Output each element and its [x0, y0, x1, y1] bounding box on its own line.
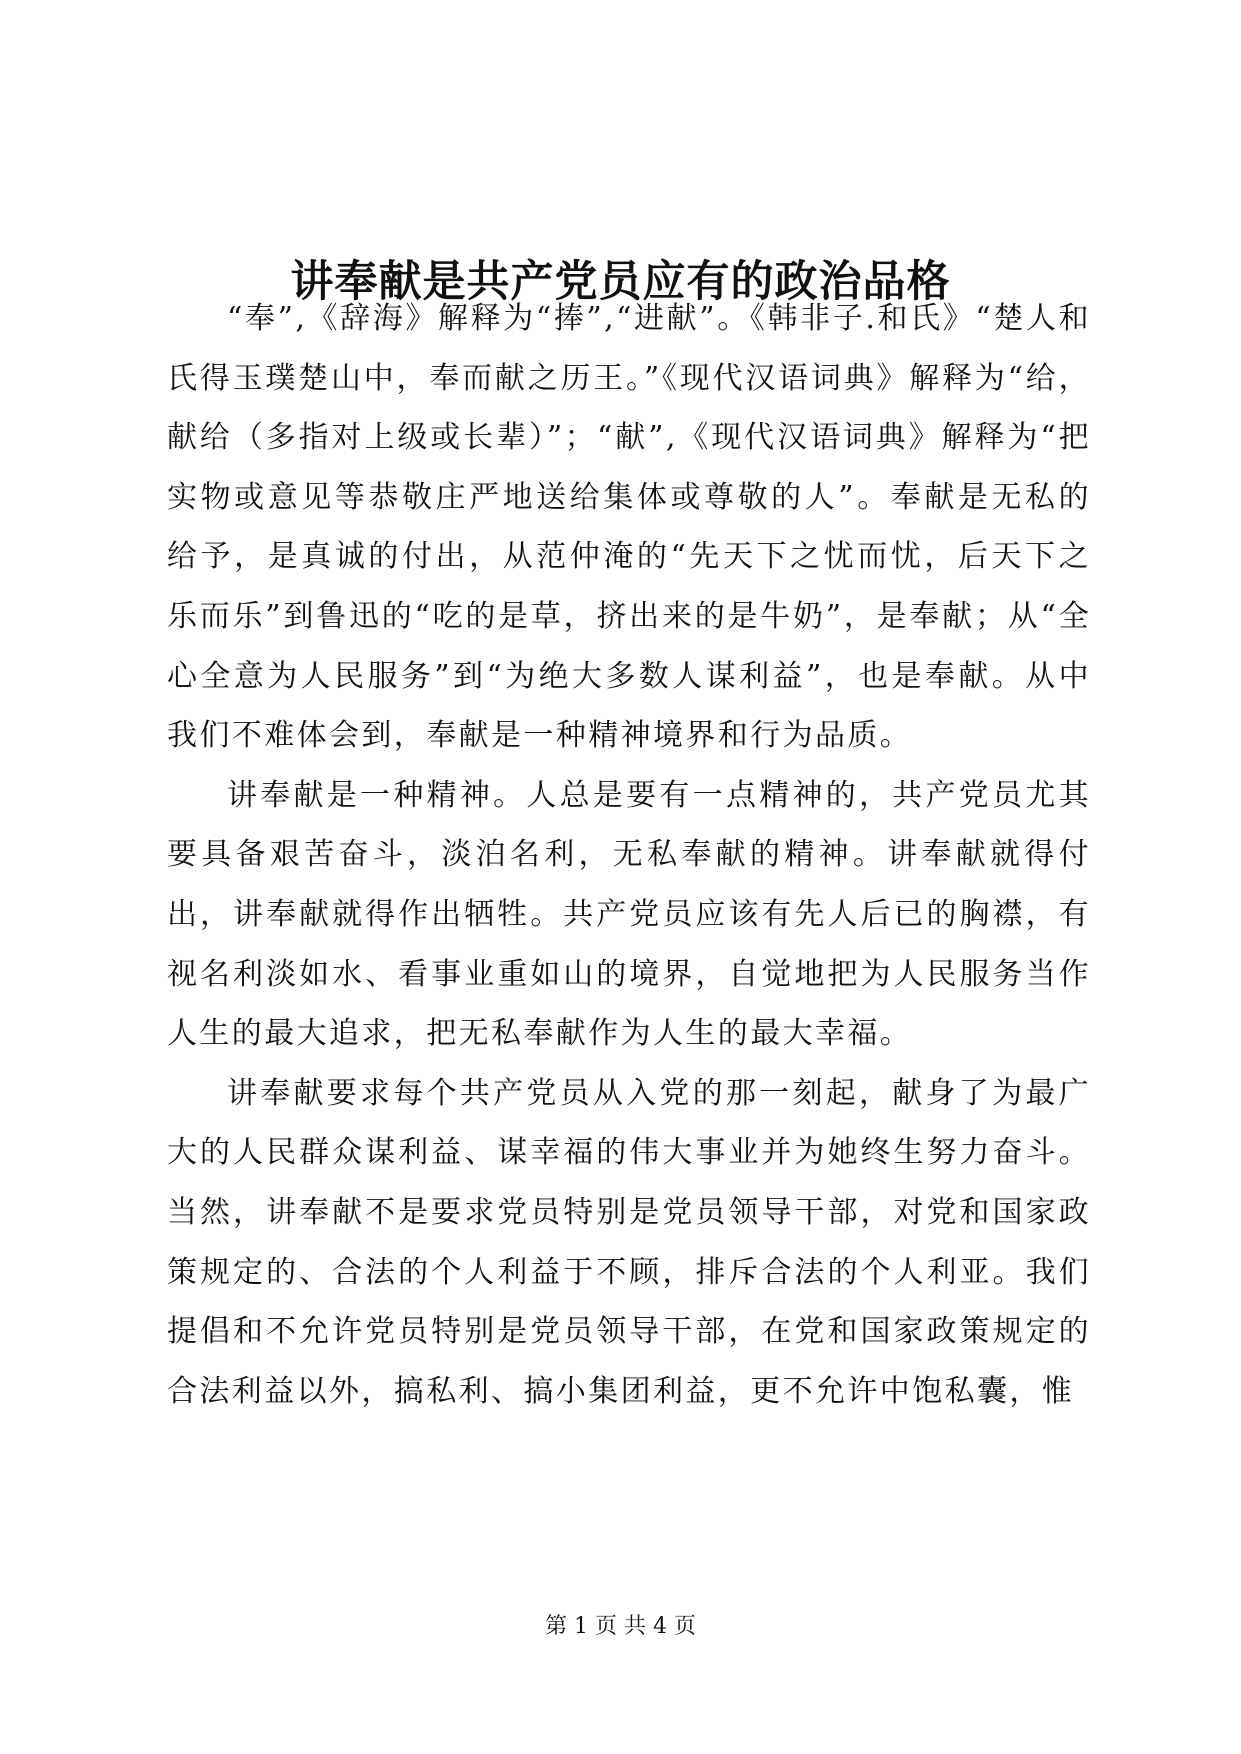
paragraph-3: 讲奉献要求每个共产党员从入党的那一刻起，献身了为最广大的人民群众谋利益、谋幸福的伟大事业并为她终生努力奋斗。当然，讲奉献不是要求党员特别是党员领导干部，对党和国家政策规定的、合法的个人利益于不顾，排斥合法的个人利亚。我们提倡和不允许党员特别是党员领导干部，在党和国家政策规定的合法利益以外，搞私利、搞小集团利益，更不允许中饱私囊，惟: [167, 1075, 1091, 1409]
document-title: 讲奉献是共产党员应有的政治品格: [290, 256, 951, 307]
paragraph-2: 讲奉献是一种精神。人总是要有一点精神的，共产党员尤其要具备艰苦奋斗，淡泊名利，无私奉献的精神。讲奉献就得付出，讲奉献就得作出牺牲。共产党员应该有先人后已的胸襟，有视名利淡如水、看事业重如山的境界，自觉地把为人民服务当作人生的最大追求，把无私奉献作为人生的最大幸福。: [167, 777, 1091, 1052]
paragraph-1: “奉”,《辞海》解释为“捧”,“进献”。《韩非子.和氏》“楚人和氏得玉璞楚山中，奉而献之历王。”《现代汉语词典》解释为“给，献给（多指对上级或长辈）”；“献”,《现代汉语词典》解释为“把实物或意见等恭敬庄严地送给集体或尊敬的人”。奉献是无私的给予，是真诚的付出，从范仲淹的“先天下之忧而忧，后天下之乐而乐”到鲁迅的“吃的是草，挤出来的是牛奶”，是奉献；从“全心全意为人民服务”到“为绝大多数人谋利益”，也是奉献。从中我们不难体会到，奉献是一种精神境界和行为品质。: [167, 301, 1091, 754]
document-body: [167, 289, 1091, 1421]
page-number-footer: 第 1 页 共 4 页: [545, 1614, 696, 1639]
